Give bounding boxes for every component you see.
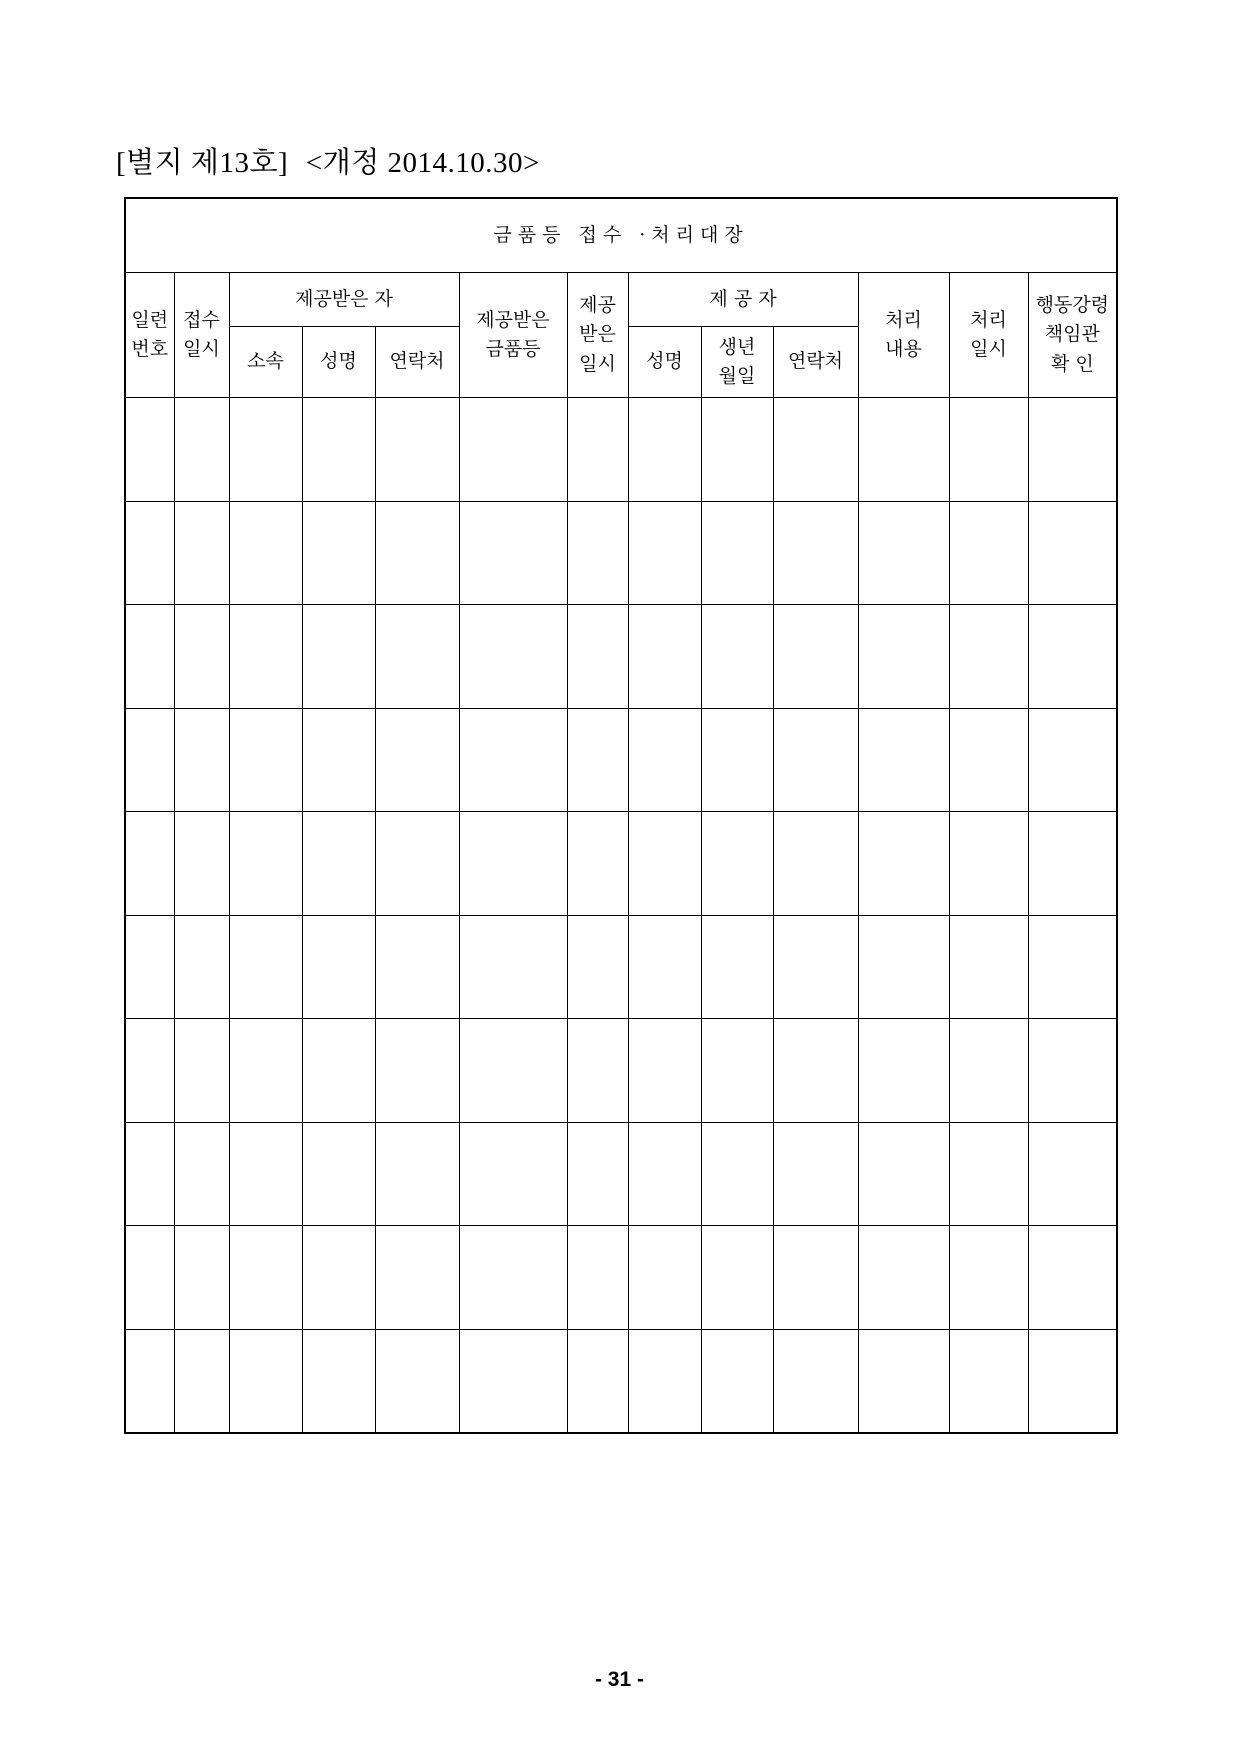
form-caption: [116, 140, 540, 181]
header-provider-contact: 연락처: [773, 327, 858, 398]
ledger-cell[interactable]: [567, 1226, 628, 1330]
ledger-cell[interactable]: [1028, 605, 1117, 709]
ledger-cell[interactable]: [125, 1122, 174, 1226]
header-receipt-datetime: 접수 일시: [174, 273, 229, 398]
ledger-cell[interactable]: [229, 915, 302, 1019]
ledger-cell[interactable]: [949, 708, 1028, 812]
ledger-cell[interactable]: [567, 501, 628, 605]
ledger-cell[interactable]: [302, 812, 375, 916]
ledger-row: [125, 398, 1117, 502]
ledger-cell[interactable]: [229, 708, 302, 812]
ledger-cell[interactable]: [459, 398, 567, 502]
ledger-cell[interactable]: [773, 812, 858, 916]
ledger-cell[interactable]: [701, 1226, 773, 1330]
ledger-cell[interactable]: [229, 605, 302, 709]
ledger-cell[interactable]: [375, 605, 459, 709]
ledger-cell[interactable]: [459, 1226, 567, 1330]
ledger-cell[interactable]: [174, 605, 229, 709]
ledger-cell[interactable]: [302, 1122, 375, 1226]
form-label: [별지 제13호]: [116, 147, 289, 179]
ledger-cell[interactable]: [567, 1019, 628, 1123]
ledger-cell[interactable]: [229, 812, 302, 916]
ledger-cell[interactable]: [628, 708, 701, 812]
ledger-cell[interactable]: [773, 605, 858, 709]
ledger-cell[interactable]: [229, 1019, 302, 1123]
ledger-cell[interactable]: [125, 605, 174, 709]
ledger-cell[interactable]: [701, 501, 773, 605]
ledger-cell[interactable]: [1028, 1019, 1117, 1123]
ledger-cell[interactable]: [1028, 1226, 1117, 1330]
ledger-cell[interactable]: [174, 1329, 229, 1433]
header-provider-birthdate: 생년 월일: [701, 327, 773, 398]
ledger-cell[interactable]: [174, 915, 229, 1019]
ledger-cell[interactable]: [1028, 1122, 1117, 1226]
ledger-cell[interactable]: [773, 915, 858, 1019]
ledger-row: [125, 708, 1117, 812]
ledger-cell[interactable]: [459, 605, 567, 709]
ledger-cell[interactable]: [701, 1329, 773, 1433]
ledger-cell[interactable]: [628, 1122, 701, 1226]
ledger-cell[interactable]: [125, 501, 174, 605]
header-recipient-affiliation: 소속: [229, 327, 302, 398]
header-received-items: 제공받은 금품등: [459, 273, 567, 398]
ledger-cell[interactable]: [773, 708, 858, 812]
ledger-cell[interactable]: [375, 501, 459, 605]
ledger-cell[interactable]: [773, 1019, 858, 1123]
ledger-cell[interactable]: [949, 605, 1028, 709]
ledger-cell[interactable]: [125, 1329, 174, 1433]
ledger-cell[interactable]: [628, 1329, 701, 1433]
ledger-cell[interactable]: [229, 1329, 302, 1433]
ledger-cell[interactable]: [773, 1329, 858, 1433]
ledger-cell[interactable]: [701, 1019, 773, 1123]
ledger-row: [125, 605, 1117, 709]
ledger-cell[interactable]: [628, 812, 701, 916]
ledger-cell[interactable]: [1028, 1329, 1117, 1433]
ledger-cell[interactable]: [1028, 398, 1117, 502]
ledger-cell[interactable]: [628, 398, 701, 502]
ledger-cell[interactable]: [567, 1329, 628, 1433]
ledger-cell[interactable]: [949, 1122, 1028, 1226]
ledger-cell[interactable]: [949, 812, 1028, 916]
ledger-cell[interactable]: [302, 605, 375, 709]
ledger-cell[interactable]: [174, 1019, 229, 1123]
ledger-cell[interactable]: [773, 398, 858, 502]
ledger-cell[interactable]: [773, 1122, 858, 1226]
ledger-cell[interactable]: [125, 708, 174, 812]
ledger-cell[interactable]: [125, 915, 174, 1019]
ledger-cell[interactable]: [628, 501, 701, 605]
ledger-row: [125, 812, 1117, 916]
ledger-cell[interactable]: [701, 708, 773, 812]
ledger-cell[interactable]: [567, 812, 628, 916]
ledger-row: [125, 915, 1117, 1019]
ledger-cell[interactable]: [459, 501, 567, 605]
ledger-cell[interactable]: [858, 1122, 949, 1226]
ledger-cell[interactable]: [302, 501, 375, 605]
ledger-cell[interactable]: [858, 708, 949, 812]
ledger-cell[interactable]: [174, 708, 229, 812]
ledger-cell[interactable]: [567, 1122, 628, 1226]
ledger-cell[interactable]: [375, 708, 459, 812]
ledger-cell[interactable]: [375, 812, 459, 916]
ledger-cell[interactable]: [858, 605, 949, 709]
ledger-cell[interactable]: [229, 501, 302, 605]
ledger-cell[interactable]: [125, 1226, 174, 1330]
header-processing-details: 처리 내용: [858, 273, 949, 398]
ledger-cell[interactable]: [949, 1329, 1028, 1433]
ledger-cell[interactable]: [858, 1226, 949, 1330]
ledger-cell[interactable]: [459, 1122, 567, 1226]
ledger-cell[interactable]: [302, 1329, 375, 1433]
ledger-cell[interactable]: [858, 1329, 949, 1433]
ledger-cell[interactable]: [459, 812, 567, 916]
ledger-row: [125, 1226, 1117, 1330]
ledger-cell[interactable]: [1028, 708, 1117, 812]
ledger-cell[interactable]: [628, 1226, 701, 1330]
ledger-cell[interactable]: [459, 1019, 567, 1123]
ledger-cell[interactable]: [567, 605, 628, 709]
ledger-cell[interactable]: [949, 1019, 1028, 1123]
ledger-cell[interactable]: [174, 398, 229, 502]
ledger-cell[interactable]: [459, 915, 567, 1019]
ledger-cell[interactable]: [375, 1019, 459, 1123]
ledger-cell[interactable]: [174, 501, 229, 605]
ledger-cell[interactable]: [701, 1122, 773, 1226]
ledger-cell[interactable]: [858, 398, 949, 502]
ledger-cell[interactable]: [125, 398, 174, 502]
header-provider-name: 성명: [628, 327, 701, 398]
header-officer-confirmation: 행동강령 책임관 확 인: [1028, 273, 1117, 398]
ledger-table: [124, 197, 1118, 1434]
ledger-cell[interactable]: [302, 1226, 375, 1330]
ledger-cell[interactable]: [773, 1226, 858, 1330]
ledger-cell[interactable]: [375, 1226, 459, 1330]
ledger-cell[interactable]: [375, 398, 459, 502]
header-recipient-group: 제공받은 자: [229, 273, 459, 327]
ledger-cell[interactable]: [229, 398, 302, 502]
ledger-cell[interactable]: [628, 605, 701, 709]
ledger-body: [125, 398, 1117, 1434]
ledger-cell[interactable]: [949, 501, 1028, 605]
ledger-cell[interactable]: [302, 708, 375, 812]
ledger-cell[interactable]: [1028, 501, 1117, 605]
ledger-cell[interactable]: [701, 915, 773, 1019]
ledger-cell[interactable]: [302, 915, 375, 1019]
header-processing-datetime: 처리 일시: [949, 273, 1028, 398]
ledger-cell[interactable]: [125, 1019, 174, 1123]
ledger-cell[interactable]: [858, 1019, 949, 1123]
ledger-cell[interactable]: [174, 1226, 229, 1330]
ledger-row: [125, 501, 1117, 605]
ledger-row: [125, 1019, 1117, 1123]
ledger-cell[interactable]: [949, 915, 1028, 1019]
ledger-cell[interactable]: [459, 1329, 567, 1433]
ledger-cell[interactable]: [628, 915, 701, 1019]
ledger-cell[interactable]: [567, 708, 628, 812]
ledger-cell[interactable]: [858, 915, 949, 1019]
ledger-cell[interactable]: [375, 1122, 459, 1226]
ledger-cell[interactable]: [567, 915, 628, 1019]
ledger-cell[interactable]: [174, 1122, 229, 1226]
ledger-cell[interactable]: [375, 915, 459, 1019]
ledger-title: 금품등 접수 ·처리대장: [125, 198, 1117, 273]
ledger-cell[interactable]: [229, 1122, 302, 1226]
ledger-cell[interactable]: [302, 1019, 375, 1123]
ledger-cell[interactable]: [174, 812, 229, 916]
ledger-cell[interactable]: [858, 812, 949, 916]
ledger-cell[interactable]: [949, 1226, 1028, 1330]
header-recipient-name: 성명: [302, 327, 375, 398]
ledger-cell[interactable]: [567, 398, 628, 502]
ledger-cell[interactable]: [459, 708, 567, 812]
page-number: - 31 -: [594, 1668, 644, 1691]
header-provider-group: 제 공 자: [628, 273, 858, 327]
ledger-cell[interactable]: [302, 398, 375, 502]
header-serial-no: 일련 번호: [125, 273, 174, 398]
header-recipient-contact: 연락처: [375, 327, 459, 398]
ledger-cell[interactable]: [1028, 915, 1117, 1019]
ledger-cell[interactable]: [125, 812, 174, 916]
ledger-row: [125, 1329, 1117, 1433]
revision-note: <개정 2014.10.30>: [305, 147, 540, 179]
ledger-cell[interactable]: [628, 1019, 701, 1123]
ledger-cell[interactable]: [858, 501, 949, 605]
ledger-cell[interactable]: [1028, 812, 1117, 916]
ledger-cell[interactable]: [701, 605, 773, 709]
header-received-datetime: 제공 받은 일시: [567, 273, 628, 398]
ledger-cell[interactable]: [949, 398, 1028, 502]
ledger-cell[interactable]: [229, 1226, 302, 1330]
ledger-cell[interactable]: [701, 398, 773, 502]
ledger-cell[interactable]: [773, 501, 858, 605]
ledger-cell[interactable]: [375, 1329, 459, 1433]
ledger-row: [125, 1122, 1117, 1226]
ledger-cell[interactable]: [701, 812, 773, 916]
